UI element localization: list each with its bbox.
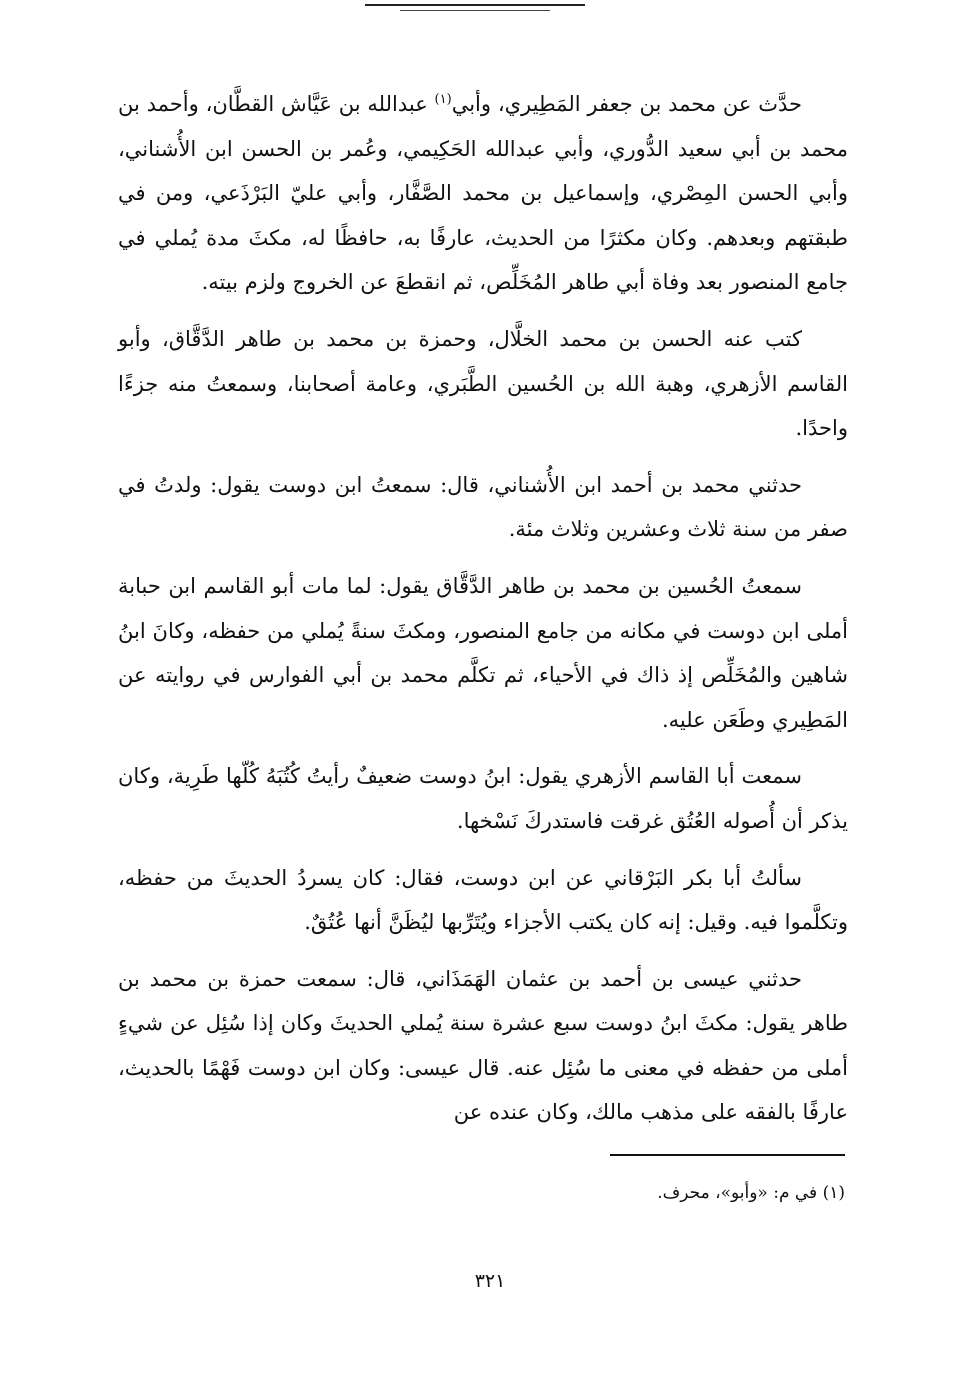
paragraph-7: حدثني عيسى بن أحمد بن عثمان الهَمَذَاني، قال: سمعت حمزة بن محمد بن طاهر يقول: مكثَ ابنُ دوست سبع عشرة سنة يُملي الحديثَ وكان إذا سُئِل عن شيءٍ أملى من حفظه في معنى ما سُئِل عنه. قال عيسى: وكان ابن دوست فَهْمًا بالحديث، عارفًا بالفقه على مذهب مالك، وكان عنده عن (118, 966, 848, 1125)
paragraph-6: سألتُ أبا بكر البَرْقاني عن ابن دوست، فقال: كان يسردُ الحديثَ من حفظه، وتكلَّموا فيه. وقيل: إنه كان يكتب الأجزاء ويُتَرِّبها ليُظَنَّ أنها عُتُقٌ. (118, 865, 848, 935)
page-number: ٣٢١ (474, 1270, 506, 1292)
paragraph-5: سمعت أبا القاسم الأزهري يقول: ابنُ دوست ضعيفٌ رأيتُ كُتُبَهُ كُلّها طَرِية، وكان يذكر أن أُصوله العُتُق غرقت فاستدركَ نَسْخها. (118, 764, 848, 833)
paragraph-1-before-ref: حدَّث عن محمد بن جعفر المَطِيري، وأبي (451, 92, 803, 116)
main-text (118, 82, 848, 1147)
top-rule (365, 4, 585, 6)
footnote-ref-1: (١) (434, 92, 452, 107)
paragraph-4: سمعتُ الحُسين بن محمد بن طاهر الدَّقَّاق يقول: لما مات أبو القاسم ابن حبابة أملى ابن دوست في مكانه من جامع المنصور، ومكثَ سنةً يُملي من حفظه، وكانَ ابنُ شاهين والمُخَلِّص إذ ذاك في الأحياء، ثم تكلَّم محمد بن أبي الفوارس في روايته عن المَطِيري وطَعَن عليه. (118, 573, 848, 732)
paragraph-1-after-ref: عبدالله بن عَيَّاش القطَّان، وأحمد بن محمد بن أبي سعيد الدُّوري، وأبي عبدالله الحَكِيمي، وعُمر بن الحسن ابن الأُشناني، وأبي الحسن المِصْري، وإسماعيل بن محمد الصَّفَّار، وأبي عليّ البَرْذَعي، ومن في طبقتهم وبعدهم. وكان مكثرًا من الحديث، عارفًا به، حافظًا له، مكثَ مدة يُملي في جامع المنصور بعد وفاة أبي طاهر المُخَلِّص، ثم انقطعَ عن الخروج ولزم بيته. (118, 92, 848, 295)
footnote-1: (١) في م: «وأبو»، محرف. (657, 1183, 845, 1203)
paragraph-3: حدثني محمد بن أحمد ابن الأُشناني، قال: سمعتُ ابن دوست يقول: ولدتُ في صفر من سنة ثلاث وعشرين وثلاث مئة. (118, 472, 848, 542)
top-rule-secondary (400, 10, 550, 11)
footnote-separator (610, 1154, 845, 1156)
paragraph-1 (118, 82, 848, 305)
paragraph-2: كتب عنه الحسن بن محمد الخلَّال، وحمزة بن محمد بن طاهر الدَّقَّاق، وأبو القاسم الأزهري، وهبة الله بن الحُسين الطَّبَري، وعامة أصحابنا، وسمعتُ منه جزءًا واحدًا. (118, 326, 848, 441)
